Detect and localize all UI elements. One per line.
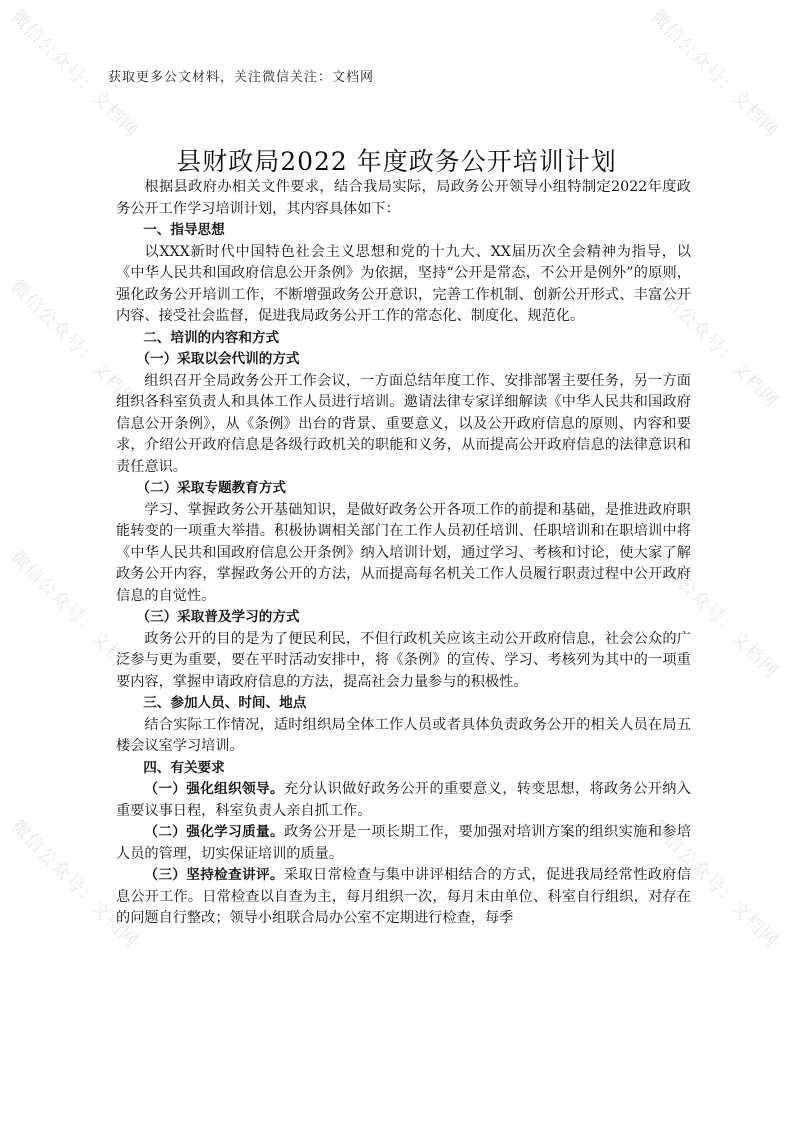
subsection-heading: （三）采取普及学习的方式 — [136, 609, 300, 625]
watermark: 微信公众号：文档网 — [6, 816, 143, 952]
watermark: 微信公众号：文档网 — [646, 276, 783, 412]
watermark: 微信公众号：文档网 — [6, 546, 143, 682]
subsection-heading: （二）采取专题教育方式 — [136, 480, 286, 496]
paragraph: 以XXX新时代中国特色社会主义思想和党的十九大、XX届历次全会精神为指导，以《中华人民共和国政府信息公开条例》为依据，坚持“公开是常态，不公开是例外”的原则，强化政务公开培训工作，不断增强政务公开意识，完善工作机制、创新公开形式、丰富公开内容、接受社会监督，促进我局政务公开工作的常态化、制度化、规范化。 — [116, 243, 691, 324]
section-heading: 一、指导思想 — [143, 222, 225, 238]
watermark: 微信公众号：文档网 — [646, 816, 783, 952]
paragraph: 结合实际工作情况，适时组织局全体工作人员或者具体负责政务公开的相关人员在局五楼会议室学习培训。 — [116, 716, 691, 754]
requirement-lead: （二）强化学习质量。 — [144, 824, 284, 840]
watermark: 微信公众号：文档网 — [646, 6, 783, 142]
section-heading: 二、培训的内容和方式 — [143, 329, 280, 346]
document-title: 县财政局2022 年度政务公开培训计划 — [176, 147, 617, 176]
requirement-text: 政务公开是一项长期工作，要加强对培训方案的组织实施和参培人员的管理，切实保证培训的质量。 — [116, 824, 691, 862]
header-note: 获取更多公文材料，关注微信关注：文档网 — [108, 70, 375, 85]
requirement-paragraph — [116, 865, 691, 930]
intro-paragraph: 根据县政府办相关文件要求，结合我局实际，局政务公开领导小组特制定2022年度政务公开工作学习培训计划，其内容具体如下： — [116, 179, 691, 217]
paragraph: 组织召开全局政务公开工作会议，一方面总结年度工作、安排部署主要任务，另一方面组织各科室负责人和具体工作人员进行培训。邀请法律专家详细解读《中华人民共和国政府信息公开条例》，从《条例》出台的背景、重要意义，以及公开政府信息的原则、内容和要求，介绍公开政府信息是各级行政机关的职能和义务，从而提高公开政府信息的法律意识和责任意识。 — [116, 372, 691, 475]
document-body — [116, 177, 691, 930]
watermark: 微信公众号：文档网 — [6, 276, 143, 412]
requirement-lead: （三）坚持检查讲评。 — [144, 867, 284, 883]
requirement-lead: （一）强化组织领导。 — [144, 781, 284, 797]
section-heading: 三、参加人员、时间、地点 — [143, 695, 307, 711]
paragraph: 学习、掌握政务公开基础知识，是做好政务公开各项工作的前提和基础，是推进政府职能转变的一项重大举措。积极协调相关部门在工作人员初任培训、任职培训和在职培训中将《中华人民共和国政府信息公开条例》纳入培训计划，通过学习、考核和讨论，使大家了解政务公开内容，掌握政务公开的方法，从而提高每名机关工作人员履行职责过程中公开政府信息的自觉性。 — [116, 501, 691, 604]
watermark: 微信公众号：文档网 — [6, 6, 143, 142]
requirement-text: 采取日常检查与集中讲评相结合的方式，促进我局经常性政府信息公开工作。日常检查以自查为主，每月组织一次，每月末由单位、科室自行组织，对存在的问题自行整改；领导小组联合局办公室不定期进行检查，每季 — [116, 867, 691, 926]
watermark: 微信公众号：文档网 — [646, 546, 783, 682]
requirement-text: 充分认识做好政务公开的重要意义，转变思想，将政务公开纳入重要议事日程，科室负责人亲自抓工作。 — [116, 781, 691, 819]
requirement-paragraph — [116, 779, 691, 822]
section-heading: 四、有关要求 — [143, 759, 225, 776]
requirement-paragraph — [116, 822, 691, 865]
paragraph: 政务公开的目的是为了便民利民，不但行政机关应该主动公开政府信息，社会公众的广泛参与更为重要，要在平时活动安排中，将《条例》的宣传、学习、考核列为其中的一项重要内容，掌握申请政府信息的方法，提高社会力量参与的积极性。 — [116, 630, 691, 690]
subsection-heading: （一）采取以会代训的方式 — [136, 351, 300, 367]
